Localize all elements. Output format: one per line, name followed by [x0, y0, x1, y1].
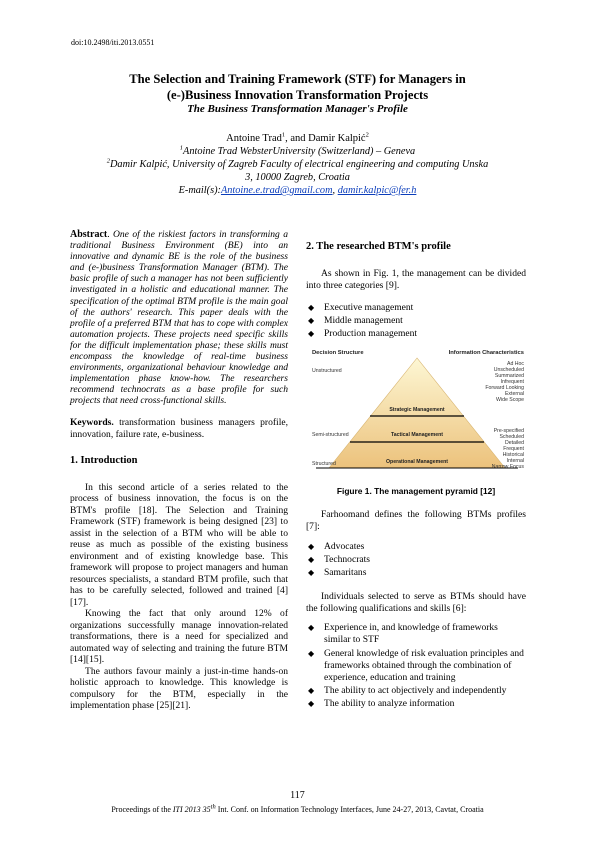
diamond-bullet-icon: ◆	[308, 316, 315, 325]
affiliation-2-line-1: Damir Kalpić, University of Zagreb Faculty of electrical engineering and computing Unska	[110, 159, 489, 170]
label-structured: Structured	[312, 461, 336, 467]
intro-paragraph-2: Knowing the fact that only around 12% of organizations successfully manage innovation-related transformations, there is a need for specialized and automated way of selecting and training the future BTM [14][15].	[70, 608, 288, 666]
email-label: E-mail(s):	[178, 185, 221, 196]
author-2: Damir Kalpić	[308, 133, 366, 144]
abstract-label: Abstract	[70, 229, 108, 240]
diamond-bullet-icon: ◆	[308, 542, 315, 552]
list-item	[306, 622, 526, 646]
diamond-bullet-icon: ◆	[308, 329, 315, 338]
title-block	[40, 72, 555, 197]
diamond-bullet-icon: ◆	[308, 568, 315, 578]
list-item	[306, 566, 526, 579]
right-bottom-characteristics	[492, 428, 524, 470]
characteristic-bottom-6: Narrow Focus	[491, 464, 524, 470]
affiliation-1-text: Antoine Trad WebsterUniversity (Switzerland) – Geneva	[183, 146, 416, 157]
intro-paragraph-3: The authors favour mainly a just-in-time hands-on holistic approach to knowledge. This knowledge is compulsory for the BTM, especially in the implementation phase [25][21].	[70, 665, 288, 712]
characteristic-top-0: Ad Hoc	[506, 361, 524, 367]
characteristic-bottom-2: Detailed	[504, 440, 524, 446]
title-line-2: (e-)Business Innovation Transformation Projects	[166, 87, 429, 102]
list-item	[306, 648, 526, 685]
characteristic-top-1: Unscheduled	[493, 367, 524, 373]
intro-paragraph-1: In this second article of a series related to the process of business innovation, the focus is on the BTM's profile [18]. The Selection and Training Framework (STF) framework is being designed [23] to assist in the selection of a BTM who will be able to reuse as much as possible of the existing business environment and of existing knowledge base. This framework will propose to project managers and human resources specialists, a standard BTM profile, such that has to be carefully selected, followed and trained [4][17].	[70, 481, 288, 608]
characteristic-top-4: Forward Looking	[485, 385, 524, 391]
right-top-characteristics	[485, 361, 524, 403]
list-item	[306, 327, 526, 340]
list-item-text: Advocates	[324, 541, 365, 553]
footer-conf: ITI 2013 35	[172, 805, 211, 814]
characteristic-top-5: External	[504, 391, 524, 397]
level-strategic: Strategic Management	[389, 407, 445, 413]
footer-post: Int. Conf. on Information Technology Interfaces, June 24-27, 2013, Cavtat, Croatia	[215, 805, 484, 814]
list-item-text: Samaritans	[324, 567, 367, 579]
authors	[40, 132, 555, 145]
author-1-sup: 1	[281, 131, 286, 139]
section-heading-introduction: 1. Introduction	[70, 454, 138, 466]
management-pyramid-figure	[306, 348, 528, 480]
list-item-text: The ability to analyze information	[324, 698, 455, 710]
right-column	[306, 240, 526, 711]
diamond-bullet-icon: ◆	[308, 699, 315, 709]
information-characteristics-header: Information Characteristics	[448, 350, 524, 356]
email-link-2[interactable]: damir.kalpic@fer.h	[337, 185, 417, 196]
section2-paragraph-3: Individuals selected to serve as BTMs should have the following qualifications and skills [6]:	[306, 591, 526, 614]
section2-paragraph-1: As shown in Fig. 1, the management can be divided into three categories [9].	[306, 268, 526, 291]
author-separator: , and	[285, 133, 309, 144]
characteristic-top-3: Infrequent	[500, 379, 524, 385]
email-link-1[interactable]: Antoine.e.trad@gmail.com	[220, 185, 333, 196]
author-1: Antoine Trad	[226, 133, 282, 144]
abstract	[70, 229, 288, 407]
list-item-text: The ability to act objectively and independently	[324, 685, 507, 697]
list-item	[306, 553, 526, 566]
characteristic-bottom-3: Frequent	[503, 446, 524, 452]
list-item-text: Experience in, and knowledge of frameworks similar to STF	[324, 622, 498, 646]
pyramid-shape	[329, 358, 505, 468]
left-column	[70, 229, 288, 712]
list-item	[306, 698, 526, 710]
keywords	[70, 417, 288, 442]
affiliation-1	[40, 145, 555, 158]
label-unstructured: Unstructured	[312, 368, 342, 374]
list-item	[306, 685, 526, 697]
affiliation-1-sup: 1	[179, 144, 184, 152]
email-separator: ,	[332, 185, 338, 196]
diamond-bullet-icon: ◆	[308, 303, 315, 312]
email-line	[40, 184, 555, 197]
affiliation-2-line-2: 3, 10000 Zagreb, Croatia	[245, 172, 350, 183]
decision-structure-header: Decision Structure	[312, 350, 364, 356]
diamond-bullet-icon: ◆	[308, 623, 315, 633]
list-item-text: General knowledge of risk evaluation principles and frameworks obtained through the combination of experience, education and training	[324, 647, 524, 683]
affiliation-2-sup: 2	[106, 157, 110, 165]
level-operational: Operational Management	[386, 459, 448, 465]
level-tactical: Tactical Management	[390, 432, 444, 438]
paper-title	[40, 72, 555, 103]
characteristic-bottom-0: Pre-specified	[493, 428, 524, 434]
section2-paragraph-2: Farhoomand defines the following BTMs profiles [7]:	[306, 509, 526, 532]
characteristic-bottom-4: Historical	[502, 452, 524, 458]
abstract-dot: .	[107, 229, 114, 240]
list-item-text: Technocrats	[324, 554, 370, 566]
proceedings-footer	[0, 805, 595, 814]
section-heading-btm-profile: 2. The researched BTM's profile	[306, 241, 451, 252]
qualifications-list	[306, 622, 526, 710]
figure-caption: Figure 1. The management pyramid [12]	[336, 486, 496, 496]
label-semi-structured: Semi-structured	[312, 432, 349, 438]
page-number: 117	[290, 790, 305, 801]
list-item-text: Production management	[324, 328, 418, 339]
author-2-sup: 2	[365, 131, 369, 139]
list-item-text: Executive management	[324, 302, 414, 313]
paper-subtitle: The Business Transformation Manager's Profile	[187, 103, 408, 115]
keywords-text: transformation business managers profile, innovation, failure rate, e-business.	[70, 416, 288, 441]
abstract-text: One of the riskiest factors in transforming a traditional Business Environment (BE) into an innovative and dynamic BE is the role of the business and (e-)business Transformation Manager (BTM). The basic profile of such a manager has not been sufficiently investigated in a holistic and educational manner. The specification of the optimal BTM profile is the main goal of the authors' research. This paper deals with the profile of a preferred BTM that has to cope with complex automation projects. These projects need specific skills for the difficult implementation phase; these skills must encompass the knowledge of real-time business environments, organizational behaviour knowledge and implementation phase know-how. The researchers recommend technocrats as a base profile for such projects that need cross-functional skills.	[70, 229, 288, 407]
characteristic-bottom-1: Scheduled	[499, 434, 524, 440]
doi: doi:10.2498/iti.2013.0551	[71, 38, 155, 47]
characteristic-bottom-5: Internal	[506, 458, 524, 464]
list-item-text: Middle management	[324, 315, 403, 326]
title-line-1: The Selection and Training Framework (STF) for Managers in	[129, 72, 466, 86]
diamond-bullet-icon: ◆	[308, 555, 315, 565]
list-item	[306, 540, 526, 553]
btm-profiles-list	[306, 540, 526, 579]
keywords-label: Keywords.	[70, 416, 114, 428]
list-item	[306, 301, 526, 314]
diamond-bullet-icon: ◆	[308, 648, 315, 658]
footer-sup: th	[210, 803, 216, 811]
footer-pre: Proceedings of the	[111, 805, 173, 814]
list-item	[306, 314, 526, 327]
characteristic-top-6: Wide Scope	[496, 397, 524, 403]
affiliation-2	[40, 158, 555, 184]
management-categories-list	[306, 301, 526, 340]
diamond-bullet-icon: ◆	[308, 686, 315, 696]
characteristic-top-2: Summarized	[494, 373, 524, 379]
